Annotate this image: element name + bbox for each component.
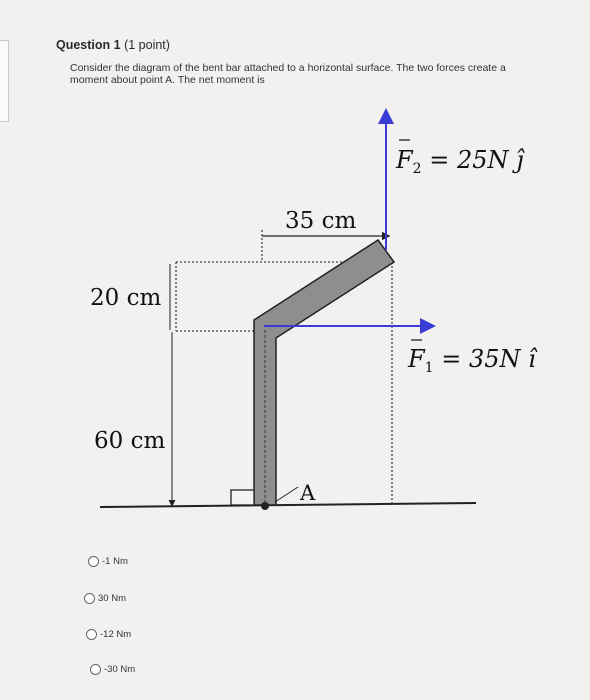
force-f2-label (395, 140, 525, 177)
point-a-label: A (300, 481, 316, 505)
answer-option-label: -12 Nm (100, 629, 132, 640)
point-a-marker (261, 502, 269, 510)
answer-option-4[interactable] (90, 664, 135, 675)
force-f1-equation: = 35N (433, 345, 529, 373)
answer-option-3[interactable] (86, 629, 131, 640)
radio-button[interactable] (90, 664, 101, 675)
ground-line (100, 503, 476, 507)
bent-bar (254, 240, 394, 505)
answer-option-label: 30 Nm (98, 593, 126, 604)
dimension-20cm-label: 20 cm (90, 285, 162, 311)
radio-button[interactable] (88, 556, 99, 567)
radio-button[interactable] (86, 629, 97, 640)
force-f1-label (407, 340, 538, 376)
radio-button[interactable] (84, 593, 95, 604)
answer-option-1[interactable] (88, 556, 128, 567)
svg-text:F2 = 25N ĵ (395, 146, 525, 177)
force-f1-symbol: F (408, 345, 425, 373)
dimension-60cm-label: 60 cm (94, 428, 166, 454)
force-f2-symbol: F (396, 146, 413, 174)
force-f2-equation: = 25N (421, 146, 517, 174)
force-f1-unit-vector: î (528, 345, 536, 373)
force-f2-unit-vector: ĵ (516, 146, 524, 174)
answer-option-2[interactable] (84, 593, 126, 604)
fixed-support (231, 490, 254, 505)
svg-text:F1 = 35N î (407, 345, 538, 376)
force-f2-subscript: 2 (412, 161, 422, 177)
question-text: Consider the diagram of the bent bar attached to a horizontal surface. The two forces create a moment about point A. The net moment is (70, 62, 506, 86)
force-f1-subscript: 1 (424, 360, 434, 376)
answer-option-label: -30 Nm (104, 664, 136, 675)
point-a-leader (275, 487, 298, 502)
question-points: (1 point) (124, 38, 170, 52)
dimension-35cm-label: 35 cm (285, 208, 357, 234)
answer-option-label: -1 Nm (102, 556, 128, 567)
question-number: Question 1 (56, 38, 121, 52)
